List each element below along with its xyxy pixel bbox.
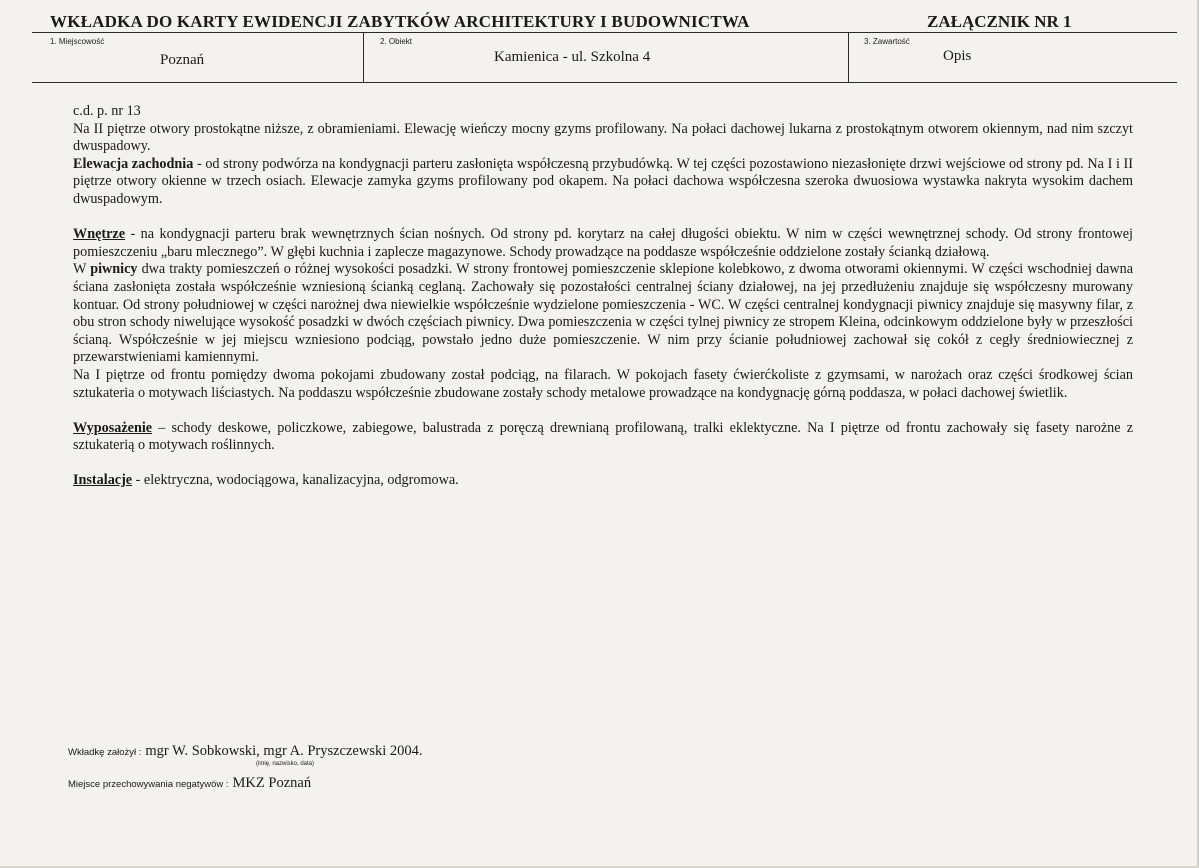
interior-text: - na kondygnacji parteru brak wewnętrznych ścian nośnych. Od strony pd. korytarz na całej długości obiektu. W nim w części wewnętrznej schody. Od strony frontowej pomieszczeniu „baru mlecznego”. W głębi kuchnia i zaplecze magazynowe. Schody prowadzące na poddasze współcześnie oddzielone zostały ścianką działową. <box>73 226 1133 260</box>
interior-heading: Wnętrze <box>73 226 125 243</box>
installations-heading: Instalacje <box>73 472 133 489</box>
furnishings-heading: Wyposażenie <box>73 419 153 436</box>
header-bottom-rule <box>32 82 1177 83</box>
furnishings-paragraph <box>73 420 1133 455</box>
basement-text: dwa trakty pomieszczeń o różnej wysokości posadzki. W strony frontowej pomieszczenie sklepione kolebkowo, z dwoma otworami okiennymi. W części wschodniej dawna ściana zasłonięta została współcześnie wzniesioną ścianką ceglaną. Zachowały się pozostałości centralnej ściany działowej, na jej przedłużeniu znajduje się współczesny murowany kontuar. Od strony południowej w części narożnej dwa niewielkie współcześnie wydzielone pomieszczenia - WC. W części centralnej kondygnacji piwnicy znajduje się masywny filar, z obu stron schody niwelujące wysokość posadzki w dwóch częściach piwnicy. Dwa pomieszczenia w części tylnej piwnicy ze stropem Kleina, odcinkowym oddzielone były w przeszłości ścianą. Współcześnie w jej miejscu wzniesiono podciąg, powstało jedno duże pomieszczenie. W nim przy ścianie południowej zachował się cokół z cegły średniowiecznej z przewarstwieniami kamiennymi. <box>73 261 1133 366</box>
basement-heading: piwnicy <box>90 261 138 278</box>
annex-number: ZAŁĄCZNIK NR 1 <box>927 12 1072 31</box>
contents-label: 3. Zawartość <box>864 37 910 46</box>
field-divider-1 <box>363 33 364 82</box>
form-title: WKŁADKA DO KARTY EWIDENCJI ZABYTKÓW ARCHITEKTURY I BUDOWNICTWA <box>50 12 750 31</box>
furnishings-text: – schody deskowe, policzkowe, zabiegowe, balustrada z poręczą drewnianą profilowaną, tralki eklektyczne. Na I piętrze od frontu zachowały się fasety narożne z sztukaterią o motywach roślinnych. <box>73 419 1133 454</box>
author-line <box>68 742 423 760</box>
installations-paragraph <box>73 472 1133 490</box>
basement-prefix: W <box>73 261 91 278</box>
storage-label: Miejsce przechowywania negatywów : <box>68 779 229 790</box>
west-elevation-text: - od strony podwórza na kondygnacji parteru zasłonięta współczesną przybudówką. W tej części pozostawiono niezasłonięte drzwi wejściowe od strony pd. Na I i II piętrze otwory okienne w trzech osiach. Elewacje zamyka gzyms profilowany pod okapem. Na połaci dachowa współczesna szeroka dwuosiowa wystawka nakryta wysokim dachem dwuspadowym. <box>73 155 1133 207</box>
installations-text: - elektryczna, wodociągowa, kanalizacyjna, odgromowa. <box>132 472 459 489</box>
description-body <box>73 103 1133 490</box>
object-label: 2. Obiekt <box>380 37 413 46</box>
storage-line <box>68 774 311 792</box>
header-top-rule <box>32 32 1177 33</box>
locality-label: 1. Miejscowość <box>50 37 105 46</box>
contents-value: Opis <box>943 48 972 64</box>
author-label: Wkładkę założył : <box>68 747 142 758</box>
first-floor-paragraph: Na I piętrze od frontu pomiędzy dwoma pokojami zbudowany został podciąg, na filarach. W pokojach fasety ćwierćkoliste z gzymsami, w narożach oraz części środkowej ścian sztukateria o motywach liściastych. Na poddaszu współcześnie zbudowane zostały schody metalowe prowadzące na kondygnację górną poddasza, w połaci dachowej świetlik. <box>73 366 1133 401</box>
intro-paragraph: Na II piętrze otwory prostokątne niższe, z obramieniami. Elewację wieńczy mocny gzyms profilowany. Na połaci dachowej lukarna z prostokątnym otworem okiennym, nad nim szczyt dwuspadowy. <box>73 120 1133 155</box>
locality-value: Poznań <box>160 52 205 68</box>
basement-paragraph <box>73 261 1133 367</box>
author-hint: (imię, nazwisko, data) <box>256 761 315 767</box>
storage-value: MKZ Poznań <box>232 775 312 791</box>
interior-paragraph <box>73 226 1133 261</box>
field-divider-2 <box>848 33 849 82</box>
author-value: mgr W. Sobkowski, mgr A. Pryszczewski 2004. <box>145 743 423 759</box>
west-elevation-paragraph <box>73 156 1133 209</box>
west-elevation-heading: Elewacja zachodnia <box>73 155 194 172</box>
object-value: Kamienica - ul. Szkolna 4 <box>494 49 651 65</box>
continuation-ref: c.d. p. nr 13 <box>73 103 141 119</box>
